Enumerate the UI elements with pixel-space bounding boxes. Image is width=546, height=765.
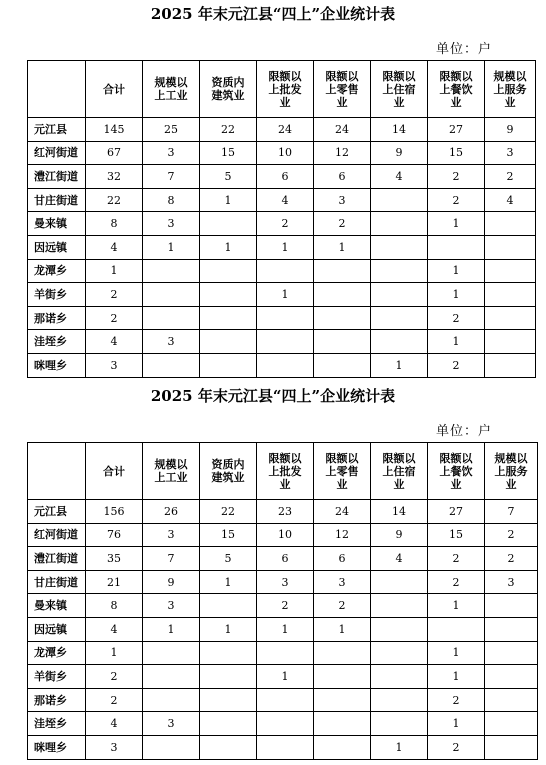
column-header-line: 上服务: [494, 464, 528, 478]
column-header: [485, 443, 538, 500]
column-header-line: 限额以: [382, 69, 416, 83]
table-cell: [371, 188, 428, 212]
table-cell: [314, 259, 371, 283]
table-cell: [314, 353, 371, 377]
table-cell: 1: [428, 641, 485, 665]
table-cell: 2: [428, 165, 485, 189]
table-cell: 1: [200, 188, 257, 212]
table-cell: 3: [314, 570, 371, 594]
table-cell: 2: [86, 306, 143, 330]
table-cell: 21: [86, 570, 143, 594]
table-cell: [257, 712, 314, 736]
table-cell: 1: [428, 594, 485, 618]
header-row: [28, 61, 536, 118]
table-cell: 2: [428, 735, 485, 759]
column-header-line: 规模以: [154, 76, 188, 89]
table-cell: 10: [257, 141, 314, 165]
column-header-line: 限额以: [439, 451, 473, 465]
table-cell: 14: [371, 500, 428, 524]
table-cell: 3: [86, 353, 143, 377]
table-cell: 14: [371, 118, 428, 142]
table-cell: 15: [428, 523, 485, 547]
column-header-line: 业: [279, 95, 291, 109]
column-header-line: 资质内: [211, 76, 245, 89]
table-cell: [143, 665, 200, 689]
column-header-line: 业: [504, 95, 516, 109]
table-cell: [200, 330, 257, 354]
table-1-title: 2025 年末元江县“四上”企业统计表: [150, 5, 396, 23]
row-label: 因远镇: [28, 617, 86, 641]
column-header-line: 业: [393, 95, 405, 109]
table-cell: 15: [200, 523, 257, 547]
table-cell: [485, 594, 538, 618]
column-header: [428, 443, 485, 500]
table-cell: 2: [485, 547, 538, 571]
table-row: [28, 188, 536, 212]
row-label: 元江县: [28, 500, 86, 524]
table-cell: [143, 306, 200, 330]
table-cell: 76: [86, 523, 143, 547]
table-cell: [257, 641, 314, 665]
table-cell: 2: [314, 594, 371, 618]
table-cell: 4: [86, 330, 143, 354]
table-cell: [371, 641, 428, 665]
column-header: [314, 61, 371, 118]
table-cell: 4: [86, 617, 143, 641]
table-cell: [371, 617, 428, 641]
table-cell: [485, 235, 536, 259]
column-header: [200, 443, 257, 500]
table-cell: [371, 330, 428, 354]
column-header-line: 上工业: [154, 89, 188, 102]
row-label: 曼来镇: [28, 212, 86, 236]
table-cell: 7: [485, 500, 538, 524]
table-cell: 8: [86, 594, 143, 618]
table-cell: 1: [257, 665, 314, 689]
row-label: 那诺乡: [28, 688, 86, 712]
table-cell: [143, 353, 200, 377]
table-row: [28, 547, 538, 571]
table-row: [28, 283, 536, 307]
table-cell: 2: [257, 212, 314, 236]
table-cell: [371, 259, 428, 283]
table-cell: 2: [428, 570, 485, 594]
column-header: [371, 61, 428, 118]
table-cell: [200, 353, 257, 377]
table-cell: 9: [371, 523, 428, 547]
table-cell: 2: [485, 523, 538, 547]
table-cell: [371, 688, 428, 712]
table-cell: 24: [314, 500, 371, 524]
table-cell: [485, 306, 536, 330]
table-cell: 1: [371, 735, 428, 759]
column-header-line: 上餐饮: [439, 464, 473, 478]
table-cell: 1: [314, 235, 371, 259]
column-header: [485, 61, 536, 118]
table-cell: 24: [257, 118, 314, 142]
table-cell: 2: [428, 547, 485, 571]
table-cell: 3: [485, 570, 538, 594]
table-cell: 3: [143, 330, 200, 354]
row-label: 那诺乡: [28, 306, 86, 330]
table-cell: 1: [200, 235, 257, 259]
row-label: 甘庄街道: [28, 188, 86, 212]
column-header-line: 限额以: [268, 451, 302, 465]
table-cell: 3: [143, 141, 200, 165]
table-cell: 4: [86, 235, 143, 259]
column-header-line: 上工业: [154, 471, 188, 484]
table-cell: 3: [143, 523, 200, 547]
table-cell: 9: [371, 141, 428, 165]
table-cell: 15: [428, 141, 485, 165]
table-cell: 25: [143, 118, 200, 142]
column-header-line: 上零售: [325, 82, 359, 96]
table-cell: 1: [86, 641, 143, 665]
table-cell: 1: [371, 353, 428, 377]
table-cell: [200, 688, 257, 712]
table-cell: [314, 688, 371, 712]
table-cell: 1: [143, 235, 200, 259]
column-header-line: 业: [505, 477, 517, 491]
table-cell: 2: [86, 688, 143, 712]
table-cell: 32: [86, 165, 143, 189]
table-cell: [485, 665, 538, 689]
table-cell: [143, 259, 200, 283]
table-cell: [143, 735, 200, 759]
table-cell: [143, 283, 200, 307]
table-cell: 1: [257, 235, 314, 259]
table-cell: 9: [485, 118, 536, 142]
table-row: [28, 118, 536, 142]
column-header-line: 业: [450, 95, 462, 109]
column-header: [143, 61, 200, 118]
table-cell: [257, 353, 314, 377]
table-cell: 1: [428, 712, 485, 736]
table-2-title: 2025 年末元江县“四上”企业统计表: [150, 387, 396, 405]
table-cell: 26: [143, 500, 200, 524]
table-cell: [200, 212, 257, 236]
column-header-line: 业: [336, 477, 348, 491]
table-row: [28, 735, 538, 759]
table-cell: 4: [371, 165, 428, 189]
table-cell: 10: [257, 523, 314, 547]
column-header-line: 上住宿: [382, 464, 416, 478]
row-label: 曼来镇: [28, 594, 86, 618]
table-cell: 1: [86, 259, 143, 283]
column-header-line: 建筑业: [211, 471, 245, 484]
column-header-line: 限额以: [268, 69, 302, 83]
table-row: [28, 235, 536, 259]
header-row: [28, 443, 538, 500]
table-row: [28, 570, 538, 594]
table-cell: [314, 306, 371, 330]
table-cell: [485, 712, 538, 736]
table-cell: 1: [200, 617, 257, 641]
column-header-line: 规模以: [493, 69, 527, 83]
table-cell: 67: [86, 141, 143, 165]
table-2-unit: 单位：户: [436, 424, 493, 439]
column-header-line: 规模以: [494, 451, 528, 465]
table-cell: 6: [257, 547, 314, 571]
table-cell: 3: [485, 141, 536, 165]
table-cell: 2: [428, 353, 485, 377]
row-label: 红河街道: [28, 523, 86, 547]
table-cell: [371, 235, 428, 259]
table-cell: 3: [143, 594, 200, 618]
table-cell: [485, 283, 536, 307]
table-cell: 2: [86, 283, 143, 307]
table-cell: 23: [257, 500, 314, 524]
table-cell: [200, 259, 257, 283]
column-header: [86, 61, 143, 118]
column-header-line: 限额以: [439, 69, 473, 83]
table-cell: [371, 306, 428, 330]
table-cell: [200, 283, 257, 307]
table-cell: 4: [485, 188, 536, 212]
table-cell: 35: [86, 547, 143, 571]
table-1-unit: 单位：户: [436, 42, 493, 57]
column-header: [314, 443, 371, 500]
table-row: [28, 500, 538, 524]
column-header-line: 业: [279, 477, 291, 491]
table-cell: 2: [485, 165, 536, 189]
table-cell: [371, 665, 428, 689]
table-cell: 27: [428, 118, 485, 142]
table-cell: [428, 617, 485, 641]
table-cell: 2: [428, 688, 485, 712]
table-cell: [485, 617, 538, 641]
column-header-line: 上批发: [268, 82, 302, 96]
table-cell: [314, 283, 371, 307]
row-label: 咪哩乡: [28, 353, 86, 377]
table-row: [28, 712, 538, 736]
column-header-line: 限额以: [325, 451, 359, 465]
table-row: [28, 594, 538, 618]
table-cell: 22: [200, 500, 257, 524]
column-header-line: 上服务: [493, 82, 527, 96]
table-cell: 5: [200, 547, 257, 571]
row-label: 龙潭乡: [28, 641, 86, 665]
table-cell: [257, 330, 314, 354]
table-cell: 24: [314, 118, 371, 142]
column-header: [371, 443, 428, 500]
table-cell: 4: [257, 188, 314, 212]
table-cell: 1: [428, 665, 485, 689]
row-label: 元江县: [28, 118, 86, 142]
table-cell: 7: [143, 547, 200, 571]
table-cell: 2: [428, 306, 485, 330]
column-header-line: 资质内: [211, 458, 245, 471]
table-cell: [371, 212, 428, 236]
column-header-line: 上批发: [268, 464, 302, 478]
table-cell: 6: [257, 165, 314, 189]
column-header-line: 业: [393, 477, 405, 491]
table-cell: 3: [86, 735, 143, 759]
table-cell: [314, 641, 371, 665]
table-cell: [143, 688, 200, 712]
column-header-line: 上零售: [325, 464, 359, 478]
row-label: 羊街乡: [28, 665, 86, 689]
table-cell: 1: [257, 283, 314, 307]
table-cell: 1: [428, 330, 485, 354]
table-cell: [485, 735, 538, 759]
table-cell: 22: [86, 188, 143, 212]
table-cell: [314, 330, 371, 354]
column-header: [200, 61, 257, 118]
table-cell: [428, 235, 485, 259]
table-cell: [485, 688, 538, 712]
table-cell: 27: [428, 500, 485, 524]
table-cell: [485, 259, 536, 283]
table-cell: 156: [86, 500, 143, 524]
row-label: 红河街道: [28, 141, 86, 165]
table-cell: 145: [86, 118, 143, 142]
column-header-line: 上住宿: [382, 82, 416, 96]
table-cell: 1: [314, 617, 371, 641]
column-header: [143, 443, 200, 500]
table-cell: 1: [428, 259, 485, 283]
table-cell: [485, 212, 536, 236]
table-cell: 22: [200, 118, 257, 142]
table-cell: [314, 712, 371, 736]
table-cell: 1: [143, 617, 200, 641]
table-row: [28, 259, 536, 283]
table-cell: [200, 665, 257, 689]
table-cell: [371, 594, 428, 618]
table-row: [28, 617, 538, 641]
table-row: [28, 523, 538, 547]
table-cell: 3: [257, 570, 314, 594]
column-header-line: 限额以: [382, 451, 416, 465]
row-label: 羊街乡: [28, 283, 86, 307]
statistics-table-2: [27, 442, 538, 760]
table-cell: [485, 353, 536, 377]
row-label: 洼垤乡: [28, 712, 86, 736]
table-cell: 15: [200, 141, 257, 165]
table-row: [28, 212, 536, 236]
corner-cell: [28, 61, 86, 118]
table-cell: 6: [314, 547, 371, 571]
column-header: [257, 443, 314, 500]
table-cell: 5: [200, 165, 257, 189]
column-header-line: 业: [336, 95, 348, 109]
row-label: 澧江街道: [28, 547, 86, 571]
row-label: 澧江街道: [28, 165, 86, 189]
row-label: 咪哩乡: [28, 735, 86, 759]
table-cell: 3: [143, 212, 200, 236]
row-label: 洼垤乡: [28, 330, 86, 354]
table-cell: 2: [314, 212, 371, 236]
table-cell: [371, 283, 428, 307]
table-cell: 4: [371, 547, 428, 571]
table-cell: [314, 735, 371, 759]
table-cell: [200, 735, 257, 759]
table-cell: 8: [86, 212, 143, 236]
table-cell: 3: [143, 712, 200, 736]
table-cell: 2: [428, 188, 485, 212]
row-label: 因远镇: [28, 235, 86, 259]
table-cell: 2: [86, 665, 143, 689]
table-cell: [485, 330, 536, 354]
table-cell: 1: [200, 570, 257, 594]
table-cell: [143, 641, 200, 665]
table-cell: 12: [314, 141, 371, 165]
table-cell: [200, 306, 257, 330]
table-row: [28, 141, 536, 165]
table-cell: [257, 688, 314, 712]
table-cell: [200, 641, 257, 665]
table-cell: [257, 259, 314, 283]
row-label: 甘庄街道: [28, 570, 86, 594]
table-cell: 4: [86, 712, 143, 736]
table-row: [28, 665, 538, 689]
column-header: [428, 61, 485, 118]
column-header: [257, 61, 314, 118]
table-row: [28, 688, 538, 712]
table-cell: [200, 594, 257, 618]
table-cell: [257, 306, 314, 330]
row-label: 龙潭乡: [28, 259, 86, 283]
table-cell: 7: [143, 165, 200, 189]
table-cell: 9: [143, 570, 200, 594]
column-header-line: 业: [450, 477, 462, 491]
column-header-line: 建筑业: [211, 89, 245, 102]
column-header-line: 限额以: [325, 69, 359, 83]
column-header-line: 合计: [103, 82, 125, 96]
table-row: [28, 306, 536, 330]
table-cell: 8: [143, 188, 200, 212]
table-cell: 1: [428, 283, 485, 307]
table-cell: 12: [314, 523, 371, 547]
table-cell: 3: [314, 188, 371, 212]
table-cell: [257, 735, 314, 759]
table-cell: 6: [314, 165, 371, 189]
column-header: [86, 443, 143, 500]
column-header-line: 合计: [103, 464, 125, 478]
table-cell: [371, 712, 428, 736]
table-cell: 1: [257, 617, 314, 641]
table-row: [28, 330, 536, 354]
table-row: [28, 353, 536, 377]
table-cell: 2: [257, 594, 314, 618]
column-header-line: 上餐饮: [439, 82, 473, 96]
table-cell: 1: [428, 212, 485, 236]
table-cell: [485, 641, 538, 665]
table-row: [28, 641, 538, 665]
table-cell: [371, 570, 428, 594]
statistics-table-1: [27, 60, 536, 378]
table-row: [28, 165, 536, 189]
corner-cell: [28, 443, 86, 500]
table-cell: [314, 665, 371, 689]
table-cell: [200, 712, 257, 736]
column-header-line: 规模以: [154, 458, 188, 471]
